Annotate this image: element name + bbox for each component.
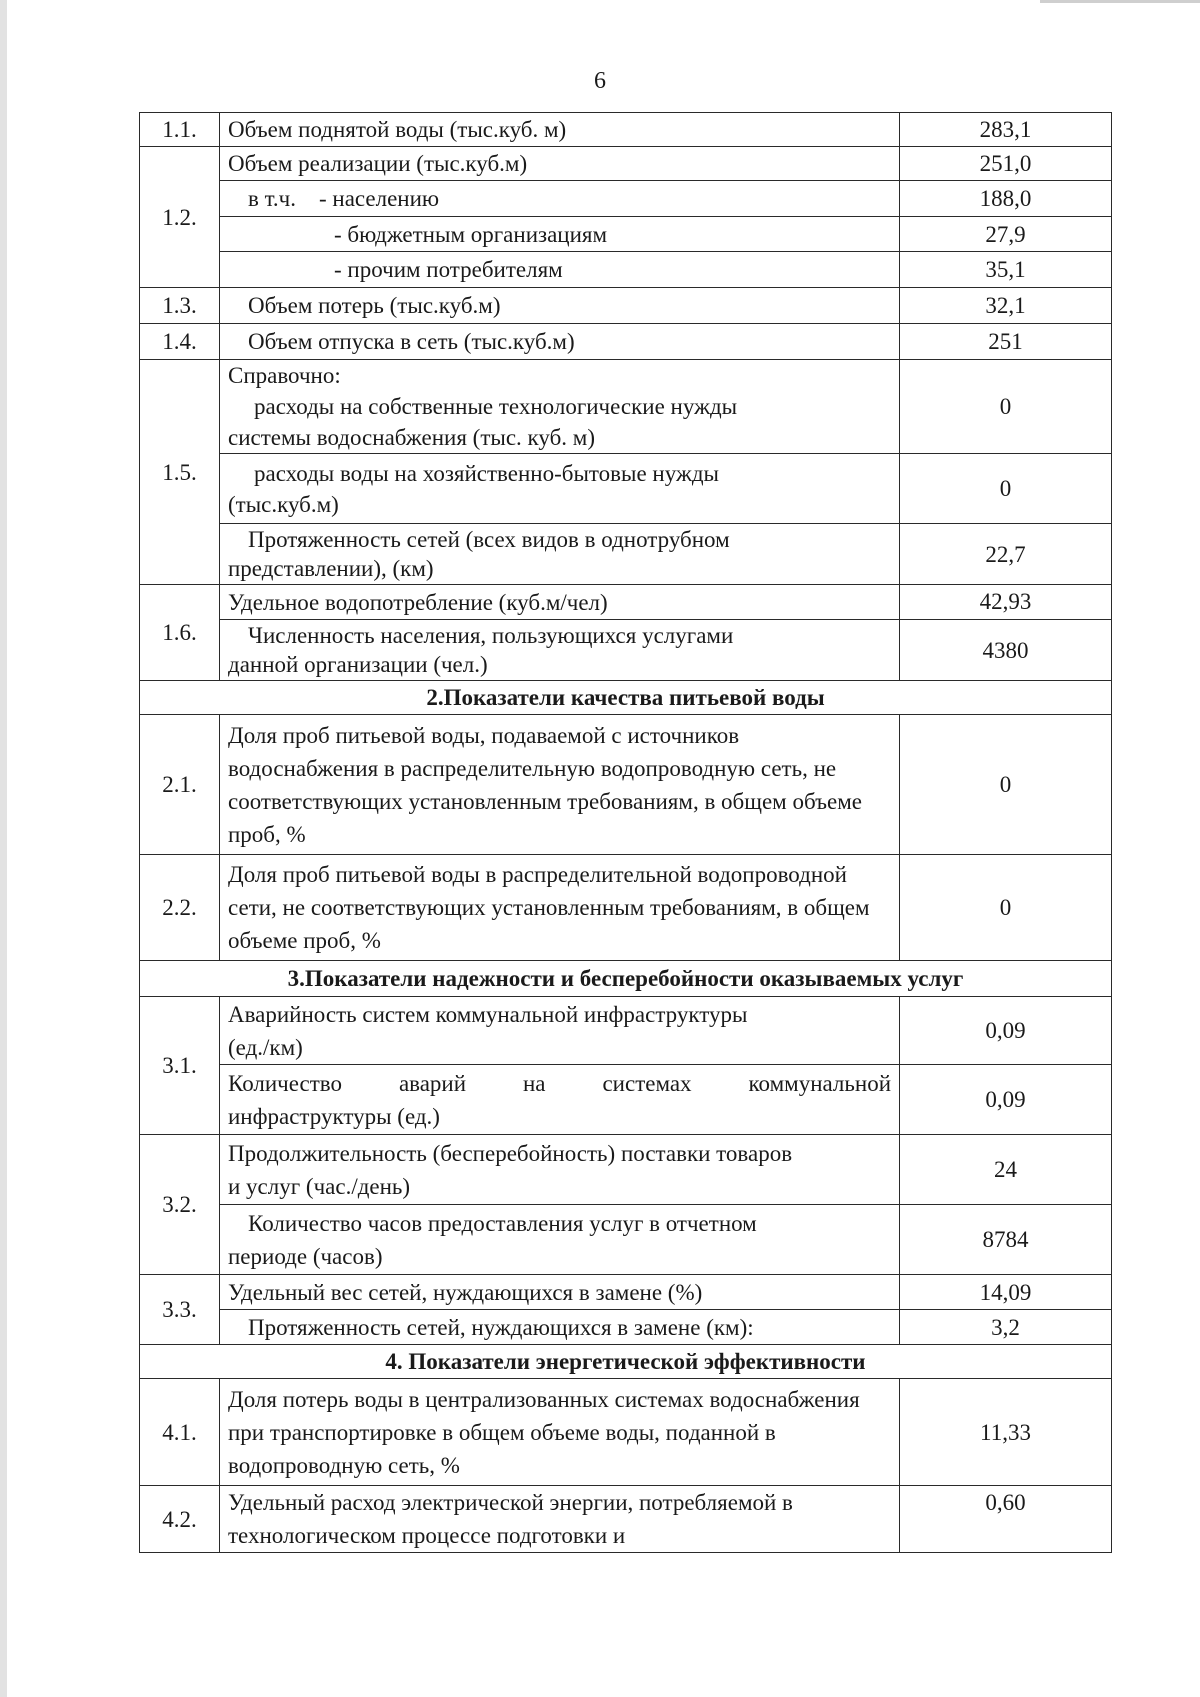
- row-number: 1.6.: [140, 585, 220, 681]
- row-value: 0: [900, 855, 1112, 961]
- table-row: [140, 715, 1112, 855]
- row-number: 1.1.: [140, 113, 220, 147]
- row-number: 1.5.: [140, 360, 220, 585]
- indicators-table: [139, 112, 1112, 1553]
- row-label: Удельное водопотребление (куб.м/чел): [220, 585, 900, 620]
- table-row: [140, 147, 1112, 181]
- row-label-line: системы водоснабжения (тыс. куб. м): [228, 425, 595, 450]
- row-number: 1.4.: [140, 324, 220, 360]
- row-label: [220, 1205, 900, 1275]
- row-value: 251,0: [900, 147, 1112, 181]
- row-value: 0,09: [900, 997, 1112, 1065]
- table-row: [140, 181, 1112, 217]
- row-label: Доля потерь воды в централизованных системах водоснабжения при транспортировке в общем объеме воды, поданной в водопроводную сеть, %: [220, 1379, 900, 1486]
- row-label-line: Численность населения, пользующихся услугами: [248, 623, 734, 648]
- row-label-line: (ед./км): [228, 1034, 303, 1060]
- row-value: 0: [900, 454, 1112, 524]
- row-label: [220, 620, 900, 681]
- table-row: [140, 620, 1112, 681]
- section-header-row: [140, 1345, 1112, 1379]
- row-value: 14,09: [900, 1275, 1112, 1310]
- row-label: - прочим потребителям: [220, 252, 900, 288]
- row-number: 3.1.: [140, 997, 220, 1135]
- row-label: Протяженность сетей, нуждающихся в замене (км):: [220, 1310, 900, 1345]
- table-row: [140, 524, 1112, 585]
- section-title: 4. Показатели энергетической эффективности: [140, 1345, 1112, 1379]
- row-value: 0,60: [900, 1486, 1112, 1553]
- row-value: 24: [900, 1135, 1112, 1205]
- row-label-line: расходы воды на хозяйственно-бытовые нужды: [254, 460, 719, 486]
- row-number: 3.3.: [140, 1275, 220, 1345]
- row-number: 2.1.: [140, 715, 220, 855]
- row-label-line: Продолжительность (бесперебойность) поставки товаров: [228, 1140, 793, 1166]
- table-row: [140, 997, 1112, 1065]
- row-label: Объем реализации (тыс.куб.м): [220, 147, 900, 181]
- scan-edge: [0, 0, 7, 1697]
- section-title: 3.Показатели надежности и бесперебойности оказываемых услуг: [140, 961, 1112, 997]
- row-value: 35,1: [900, 252, 1112, 288]
- row-number: 1.3.: [140, 288, 220, 324]
- row-label: [220, 524, 900, 585]
- reference-heading: Справочно:: [228, 363, 341, 388]
- table-row: [140, 1135, 1112, 1205]
- row-label: Объем потерь (тыс.куб.м): [220, 288, 900, 324]
- row-label-line: периоде (часов): [228, 1243, 383, 1269]
- row-label-line: и услуг (час./день): [228, 1173, 411, 1199]
- row-value: 0: [900, 360, 1112, 454]
- row-number: 2.2.: [140, 855, 220, 961]
- row-label-line: Количество аварий на системах коммунальной: [228, 1070, 891, 1096]
- row-value: 4380: [900, 620, 1112, 681]
- row-label: Доля проб питьевой воды, подаваемой с источников водоснабжения в распределительную водопроводную сеть, не соответствующих установленным требованиям, в общем объеме проб, %: [220, 715, 900, 855]
- row-label: Объем поднятой воды (тыс.куб. м): [220, 113, 900, 147]
- row-label: [220, 997, 900, 1065]
- table-row: [140, 1486, 1112, 1553]
- table-row: [140, 324, 1112, 360]
- table-row: [140, 1275, 1112, 1310]
- row-label: [220, 360, 900, 454]
- row-label-line: представлении), (км): [228, 556, 434, 581]
- row-label: Удельный вес сетей, нуждающихся в замене (%): [220, 1275, 900, 1310]
- row-label: Объем отпуска в сеть (тыс.куб.м): [220, 324, 900, 360]
- page-number: 6: [594, 68, 606, 94]
- table-row: [140, 252, 1112, 288]
- table-row: [140, 113, 1112, 147]
- row-value: 283,1: [900, 113, 1112, 147]
- section-header-row: [140, 961, 1112, 997]
- table-row: [140, 1065, 1112, 1135]
- table-row: [140, 454, 1112, 524]
- row-number: 1.2.: [140, 147, 220, 288]
- table-row: [140, 585, 1112, 620]
- row-label: в т.ч. - населению: [220, 181, 900, 217]
- table-row: [140, 855, 1112, 961]
- row-value: 32,1: [900, 288, 1112, 324]
- table-row: [140, 1379, 1112, 1486]
- table-row: [140, 1205, 1112, 1275]
- row-value: 11,33: [900, 1379, 1112, 1486]
- row-number: 4.2.: [140, 1486, 220, 1553]
- row-label: Доля проб питьевой воды в распределительной водопроводной сети, не соответствующих установленным требованиям, в общем объеме проб, %: [220, 855, 900, 961]
- row-value: 22,7: [900, 524, 1112, 585]
- row-label: [220, 1065, 900, 1135]
- row-label-line: данной организации (чел.): [228, 652, 488, 677]
- table-row: [140, 217, 1112, 252]
- row-value: 188,0: [900, 181, 1112, 217]
- row-value: 251: [900, 324, 1112, 360]
- row-value: 27,9: [900, 217, 1112, 252]
- row-value: 0: [900, 715, 1112, 855]
- row-label-line: Количество часов предоставления услуг в отчетном: [248, 1210, 757, 1236]
- row-label: - бюджетным организациям: [220, 217, 900, 252]
- row-number: 3.2.: [140, 1135, 220, 1275]
- row-value: 3,2: [900, 1310, 1112, 1345]
- row-value: 42,93: [900, 585, 1112, 620]
- row-label-line: расходы на собственные технологические нужды: [254, 394, 738, 419]
- row-label-line: (тыс.куб.м): [228, 491, 339, 517]
- scan-mark: [1040, 0, 1200, 3]
- row-label-line: инфраструктуры (ед.): [228, 1103, 440, 1129]
- table-row: [140, 1310, 1112, 1345]
- row-number: 4.1.: [140, 1379, 220, 1486]
- row-label-line: Аварийность систем коммунальной инфраструктуры: [228, 1001, 748, 1027]
- row-value: 0,09: [900, 1065, 1112, 1135]
- row-value: 8784: [900, 1205, 1112, 1275]
- row-label: [220, 1135, 900, 1205]
- table-row: [140, 288, 1112, 324]
- section-title: 2.Показатели качества питьевой воды: [140, 681, 1112, 715]
- section-header-row: [140, 681, 1112, 715]
- row-label: Удельный расход электрической энергии, потребляемой в технологическом процессе подготовки и: [220, 1486, 900, 1553]
- row-label: [220, 454, 900, 524]
- row-label-line: Протяженность сетей (всех видов в однотрубном: [248, 527, 730, 552]
- table-row: [140, 360, 1112, 454]
